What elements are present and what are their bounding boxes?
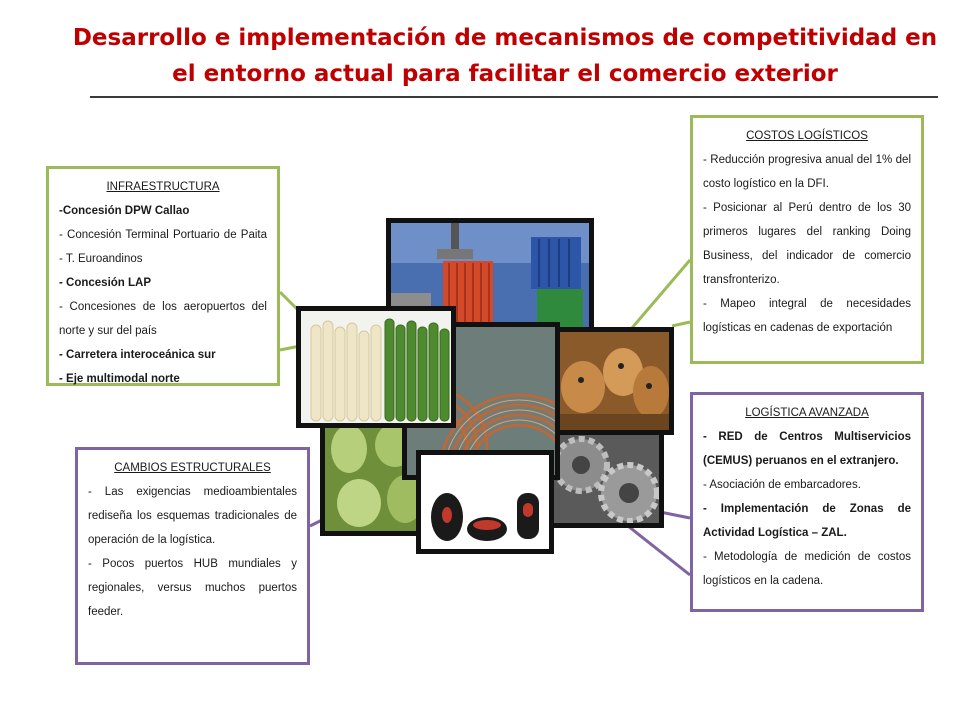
costos-logisticos-item: - Posicionar al Perú dentro de los 30 primeros lugares del ranking Doing Business, del indicador de comercio transfronterizo. <box>703 202 911 286</box>
gears-photo <box>546 430 664 528</box>
infraestructura-box <box>46 166 280 386</box>
costos-logisticos-item: - Reducción progresiva anual del 1% del costo logístico en la DFI. <box>703 154 911 190</box>
logistica-avanzada-item: - Metodología de medición de costos logísticos en la cadena. <box>703 551 911 587</box>
infraestructura-item: - Concesión Terminal Portuario de Paita - T. Euroandinos <box>59 229 267 265</box>
pottery-photo <box>416 450 554 554</box>
title-line-1: Desarrollo e implementación de mecanismos de competitividad en <box>72 25 938 51</box>
cambios-estructurales-box <box>75 447 310 665</box>
infraestructura-item: -Concesión DPW Callao <box>59 205 190 217</box>
logistica-avanzada-item: - Implementación de Zonas de Actividad Logística – ZAL. <box>703 503 911 539</box>
title-line-2: el entorno actual para facilitar el comercio exterior <box>172 61 838 87</box>
logistica-avanzada-item: - RED de Centros Multiservicios (CEMUS) peruanos en el extranjero. <box>703 431 911 467</box>
logistica-avanzada-box <box>690 392 924 612</box>
infraestructura-item: - Concesiones de los aeropuertos del norte y sur del país <box>59 301 267 337</box>
infraestructura-item: - Eje multimodal norte <box>59 373 180 385</box>
logistica-avanzada-heading: LOGÍSTICA AVANZADA <box>745 407 869 419</box>
costos-logisticos-heading: COSTOS LOGÍSTICOS <box>746 130 868 142</box>
costos-logisticos-box <box>690 115 924 364</box>
cambios-estructurales-item: - Pocos puertos HUB mundiales y regionales, versus muchos puertos feeder. <box>88 558 297 618</box>
costos-logisticos-item: - Mapeo integral de necesidades logísticas en cadenas de exportación <box>703 298 911 334</box>
infraestructura-item: - Carretera interoceánica sur <box>59 349 216 361</box>
vicunas-photo <box>548 327 674 435</box>
asparagus-photo <box>296 306 456 428</box>
cambios-estructurales-heading: CAMBIOS ESTRUCTURALES <box>114 462 271 474</box>
infraestructura-item: - Concesión LAP <box>59 277 152 289</box>
cambios-estructurales-item: - Las exigencias medioambientales rediseña los esquemas tradicionales de operación de la logística. <box>88 486 297 546</box>
infraestructura-heading: INFRAESTRUCTURA <box>106 181 220 193</box>
logistica-avanzada-item: - Asociación de embarcadores. <box>703 479 861 491</box>
